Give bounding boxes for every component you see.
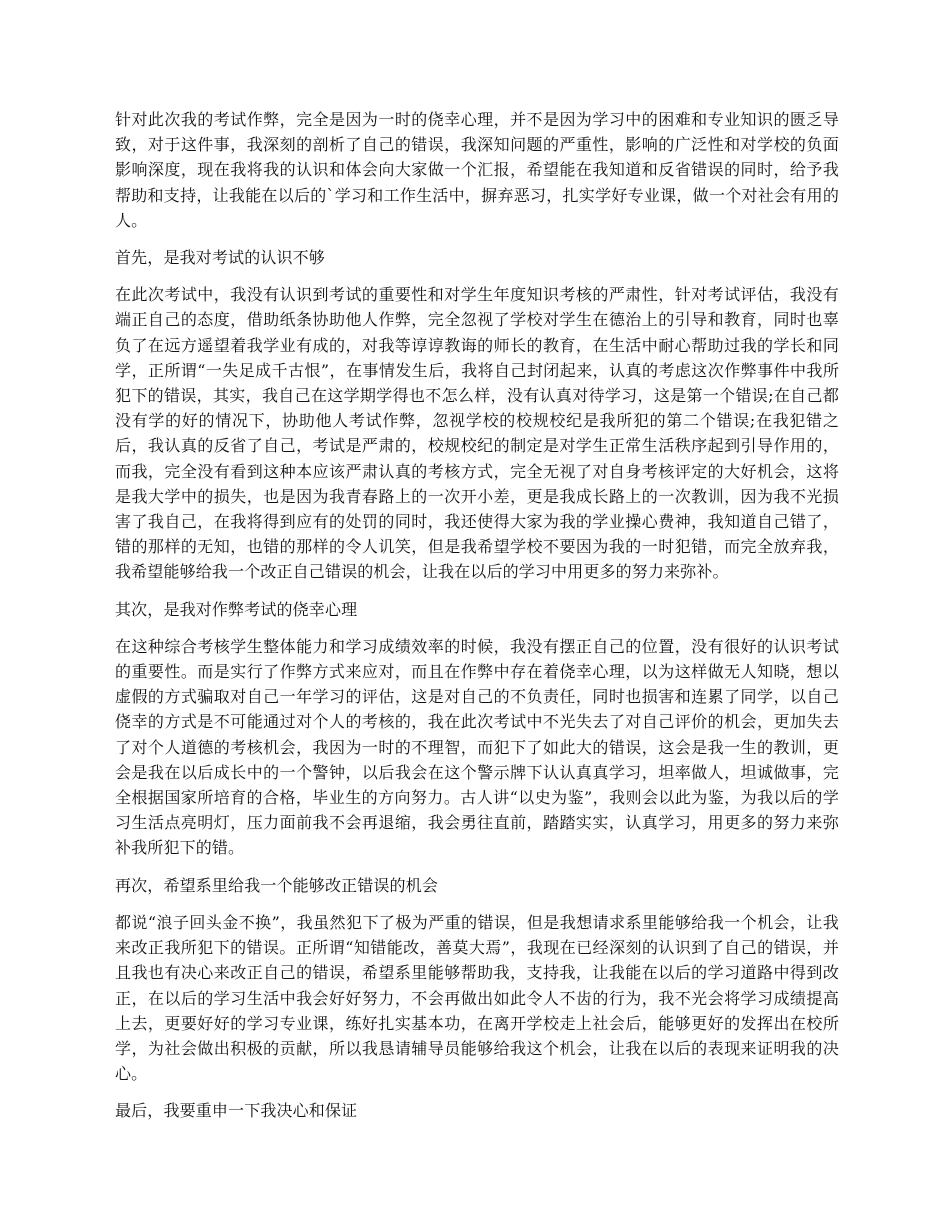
- section-heading-2: 其次，是我对作弊考试的侥幸心理: [115, 599, 358, 619]
- section-heading-3: 再次，希望系里给我一个能够改正错误的机会: [115, 875, 439, 895]
- section-body-2: 在这种综合考核学生整体能力和学习成绩效率的时候，我没有摆正自己的位置，没有很好的认识考试的重要性。而是实行了作弊方式来应对，而且在作弊中存在着侥幸心理，以为这样做无人知晓，想以虚假的方式骗取对自己一年学习的评估，这是对自己的不负责任，同时也损害和连累了同学，以自己侥幸的方式是不可能通过对个人的考核的，我在此次考试中不光失去了对自己评价的机会，更加失去了对个人道德的考核机会，我因为一时的不理智，而犯下了如此大的错误，这会是我一生的教训，更会是我在以后成长中的一个警钟，以后我会在这个警示牌下认认真真学习，坦率做人，坦诚做事，完全根据国家所培育的合格，毕业生的方向努力。古人讲“以史为鉴”，我则会以此为鉴，为我以后的学习生活点亮明灯，压力面前我不会再退缩，我会勇往直前，踏踏实实，认真学习，用更多的努力来弥补我所犯下的错。: [115, 636, 839, 858]
- section-body-3: 都说“浪子回头金不换”，我虽然犯下了极为严重的错误，但是我想请求系里能够给我一个机会，让我来改正我所犯下的错误。正所谓“知错能改，善莫大焉”，我现在已经深刻的认识到了自己的错误，并且我也有决心来改正自己的错误，希望系里能够帮助我，支持我，让我能在以后的学习道路中得到改正，在以后的学习生活中我会好好努力，不会再做出如此令人不齿的行为，我不光会将学习成绩提高上去，更要好好的学习专业课，练好扎实基本功，在离开学校走上社会后，能够更好的发挥出在校所学，为社会做出积极的贡献，所以我恳请辅导员能够给我这个机会，让我在以后的表现来证明我的决心。: [115, 912, 839, 1084]
- intro-paragraph: 针对此次我的考试作弊，完全是因为一时的侥幸心理，并不是因为学习中的困难和专业知识的匮乏导致，对于这件事，我深刻的剖析了自己的错误，我深知问题的严重性，影响的广泛性和对学校的负面影响深度，现在我将我的认识和体会向大家做一个汇报，希望能在我知道和反省错误的同时，给予我帮助和支持，让我能在以后的`学习和工作生活中，摒弃恶习，扎实学好专业课，做一个对社会有用的人。: [115, 110, 839, 230]
- section-heading-4: 最后，我要重申一下我决心和保证: [115, 1101, 358, 1121]
- section-body-1: 在此次考试中，我没有认识到考试的重要性和对学生年度知识考核的严肃性，针对考试评估，我没有端正自己的态度，借助纸条协助他人作弊，完全忽视了学校对学生在德治上的引导和教育，同时也辜负了在远方遥望着我学业有成的，对我等谆谆教诲的师长的教育，在生活中耐心帮助过我的学长和同学，正所谓“一失足成千古恨”，在事情发生后，我将自己封闭起来，认真的考虑这次作弊事件中我所犯下的错误，其实，我自己在这学期学得也不怎么样，没有认真对待学习，这是第一个错误;在自己都没有学的好的情况下，协助他人考试作弊，忽视学校的校规校纪是我所犯的第二个错误;在我犯错之后，我认真的反省了自己，考试是严肃的，校规校纪的制定是对学生正常生活秩序起到引导作用的，而我，完全没有看到这种本应该严肃认真的考核方式，完全无视了对自身考核评定的大好机会，这将是我大学中的损失，也是因为我青春路上的一次开小差，更是我成长路上的一次教训，因为我不光损害了我自己，在我将得到应有的处罚的同时，我还使得大家为我的学业操心费神，我知道自己错了，错的那样的无知，也错的那样的令人讥笑，但是我希望学校不要因为我的一时犯错，而完全放弃我，我希望能够给我一个改正自己错误的机会，让我在以后的学习中用更多的努力来弥补。: [115, 285, 839, 582]
- section-heading-1: 首先，是我对考试的认识不够: [115, 248, 325, 268]
- document-page: [115, 107, 839, 1136]
